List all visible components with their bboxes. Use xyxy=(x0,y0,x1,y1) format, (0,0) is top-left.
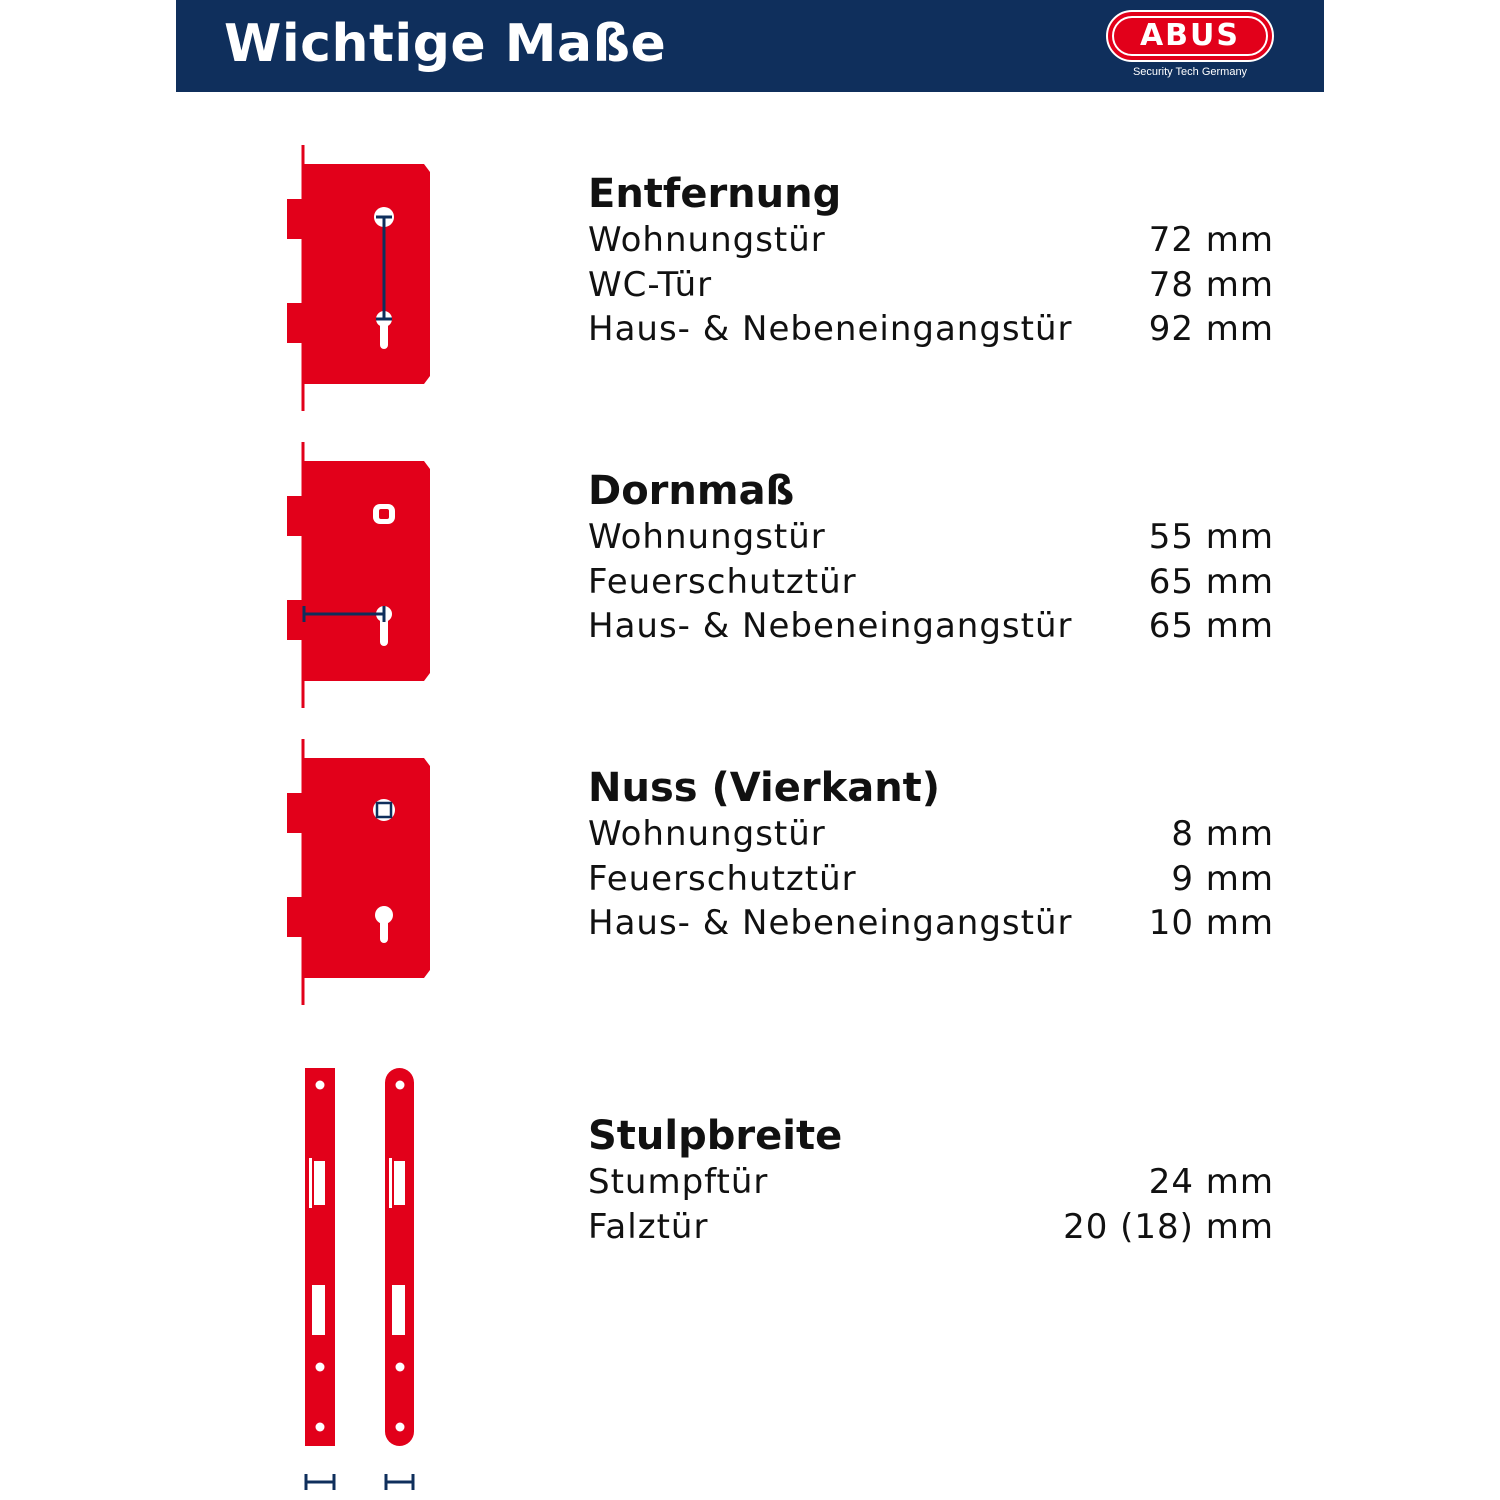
row-value: 72 mm xyxy=(1148,220,1274,260)
list-item xyxy=(588,812,1278,857)
row-label: Wohnungstür xyxy=(588,814,826,854)
logo-wordmark: ABUS xyxy=(1139,18,1241,53)
row-value: 9 mm xyxy=(1171,858,1274,899)
page-title: Wichtige Maße xyxy=(224,14,667,74)
row-value: 8 mm xyxy=(1171,814,1274,854)
row-value: 65 mm xyxy=(1148,561,1274,602)
list-item xyxy=(588,307,1278,352)
width-marker-rounded xyxy=(385,1474,414,1490)
row-value: 10 mm xyxy=(1148,903,1274,943)
row-label: Wohnungstür xyxy=(588,220,826,260)
section-nuss xyxy=(588,764,1278,946)
list-item xyxy=(588,515,1278,560)
section-stulpbreite xyxy=(588,1112,1278,1249)
list-item xyxy=(588,857,1278,902)
row-value: 24 mm xyxy=(1148,1162,1274,1202)
list-item xyxy=(588,901,1278,946)
section-title: Dornmaß xyxy=(588,468,795,514)
row-value: 65 mm xyxy=(1148,606,1274,646)
section-title: Stulpbreite xyxy=(588,1113,843,1159)
row-value: 55 mm xyxy=(1148,517,1274,557)
section-entfernung xyxy=(588,170,1278,352)
row-label: Haus- & Nebeneingangstür xyxy=(588,309,1073,349)
lock-case-distance-illustration xyxy=(280,145,440,411)
row-label: Wohnungstür xyxy=(588,517,826,557)
row-label: Stumpftür xyxy=(588,1162,769,1202)
lock-case-backset-illustration xyxy=(280,442,440,708)
faceplate-rounded xyxy=(385,1068,414,1446)
width-marker-square xyxy=(305,1474,335,1490)
lock-case-follower-illustration xyxy=(280,739,440,1005)
row-value: 92 mm xyxy=(1148,309,1274,349)
list-item xyxy=(588,1160,1278,1205)
section-title: Nuss (Vierkant) xyxy=(588,765,941,811)
row-label: WC-Tür xyxy=(588,264,713,305)
row-value: 78 mm xyxy=(1148,264,1274,305)
list-item xyxy=(588,263,1278,308)
section-dornmass xyxy=(588,467,1278,649)
row-label: Haus- & Nebeneingangstür xyxy=(588,903,1073,943)
faceplate-square xyxy=(305,1068,335,1446)
row-label: Feuerschutztür xyxy=(588,561,857,602)
list-item xyxy=(588,604,1278,649)
list-item xyxy=(588,560,1278,605)
abus-logo xyxy=(1106,10,1278,82)
row-value: 20 (18) mm xyxy=(1063,1206,1274,1247)
faceplates-illustration xyxy=(296,1065,426,1495)
row-label: Haus- & Nebeneingangstür xyxy=(588,606,1073,646)
section-title: Entfernung xyxy=(588,171,842,217)
row-label: Falztür xyxy=(588,1206,709,1247)
row-label: Feuerschutztür xyxy=(588,858,857,899)
header-bar xyxy=(176,0,1324,92)
list-item xyxy=(588,218,1278,263)
logo-tagline: Security Tech Germany xyxy=(1132,66,1248,78)
list-item xyxy=(588,1205,1278,1250)
